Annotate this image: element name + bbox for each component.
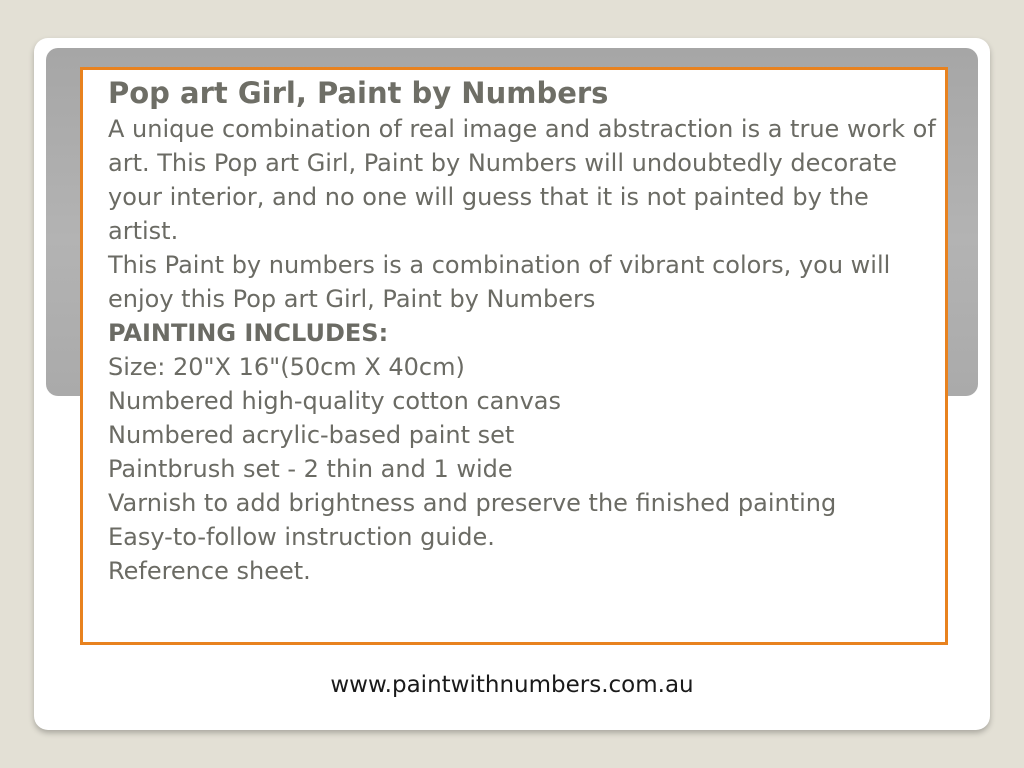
includes-item-canvas: Numbered high-quality cotton canvas <box>108 387 561 415</box>
description-paragraph-2: This Paint by numbers is a combination of vibrant colors, you will enjoy this Pop art Girl, Paint by Numbers <box>108 251 891 313</box>
includes-item-paint: Numbered acrylic-based paint set <box>108 421 515 449</box>
includes-item-brushes: Paintbrush set - 2 thin and 1 wide <box>108 455 513 483</box>
includes-heading: PAINTING INCLUDES: <box>108 319 389 347</box>
description-paragraph-1: A unique combination of real image and abstraction is a true work of art. This Pop art Girl, Paint by Numbers will undoubtedly decorate your interior, and no one will guess that it is not painted by the artist. <box>108 115 936 245</box>
content-box <box>80 67 948 645</box>
page-title: Pop art Girl, Paint by Numbers <box>108 76 609 110</box>
includes-item-guide: Easy-to-follow instruction guide. <box>108 523 495 551</box>
includes-item-reference: Reference sheet. <box>108 557 311 585</box>
includes-item-varnish: Varnish to add brightness and preserve the finished painting <box>108 489 837 517</box>
includes-item-size: Size: 20"X 16"(50cm X 40cm) <box>108 353 465 381</box>
content-text <box>108 74 938 588</box>
website-url[interactable]: www.paintwithnumbers.com.au <box>330 672 694 698</box>
